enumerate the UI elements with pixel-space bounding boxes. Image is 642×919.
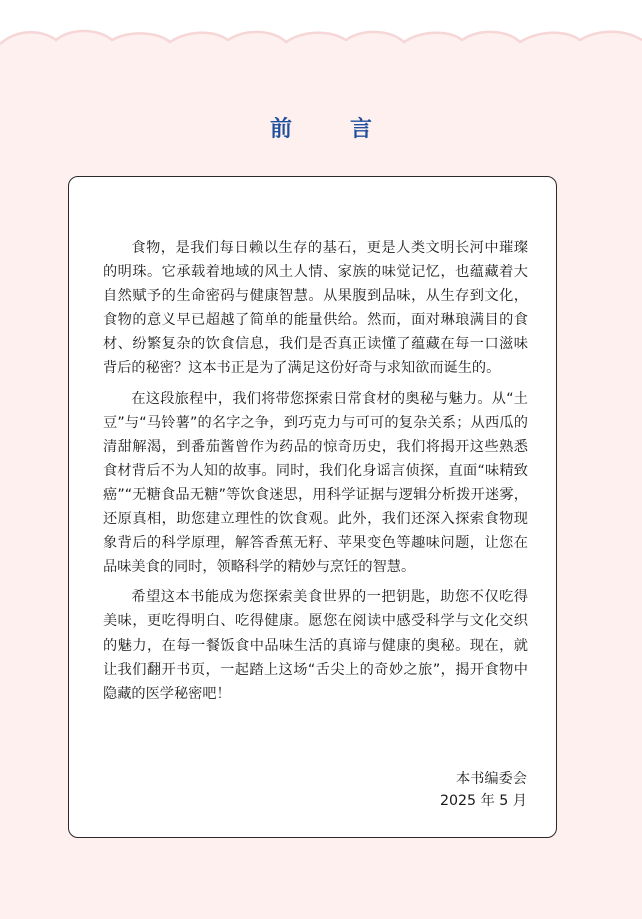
signature-author: 本书编委会 bbox=[456, 771, 527, 787]
paragraph-1: 食物，是我们每日赖以生存的基石，更是人类文明长河中璀璨的明珠。它承载着地域的风土人情、家族的味觉记忆，也蕴藏着大自然赋予的生命密码与健康智慧。从果腹到品味，从生存到文化，食物的意义早已超越了简单的能量供给。然而，面对琳琅满目的食材、纷繁复杂的饮食信息，我们是否真正读懂了蕴藏在每一口滋味背后的秘密？这本书正是为了满足这份好奇与求知欲而诞生的。 bbox=[103, 240, 528, 377]
paragraph-3: 希望这本书能成为您探索美食世界的一把钥匙，助您不仅吃得美味，更吃得明白、吃得健康。愿您在阅读中感受科学与文化交织的魅力，在每一餐饭食中品味生活的真谛与健康的奥秘。现在，就让我们翻开书页，一起踏上这场“舌尖上的奇妙之旅”，揭开食物中隐藏的医学秘密吧！ bbox=[103, 589, 528, 702]
cloud-decoration bbox=[0, 0, 642, 60]
page-title: 前 言 bbox=[269, 117, 390, 142]
preface-body bbox=[103, 236, 528, 712]
paragraph-2: 在这段旅程中，我们将带您探索日常食材的奥秘与魅力。从“土豆”与“马铃薯”的名字之争，到巧克力与可可的复杂关系；从西瓜的清甜解渴，到番茄酱曾作为药品的惊奇历史，我们将揭开这些熟悉食材背后不为人知的故事。同时，我们化身谣言侦探，直面“味精致癌”“无糖食品无糖”等饮食迷思，用科学证据与逻辑分析拨开迷雾，还原真相，助您建立理性的饮食观。此外，我们还深入探索食物现象背后的科学原理，解答香蕉无籽、苹果变色等趣味问题，让您在品味美食的同时，领略科学的精妙与烹饪的智慧。 bbox=[103, 390, 528, 576]
signature-date: 2025 年 5 月 bbox=[439, 793, 527, 809]
signature-block bbox=[440, 768, 527, 812]
